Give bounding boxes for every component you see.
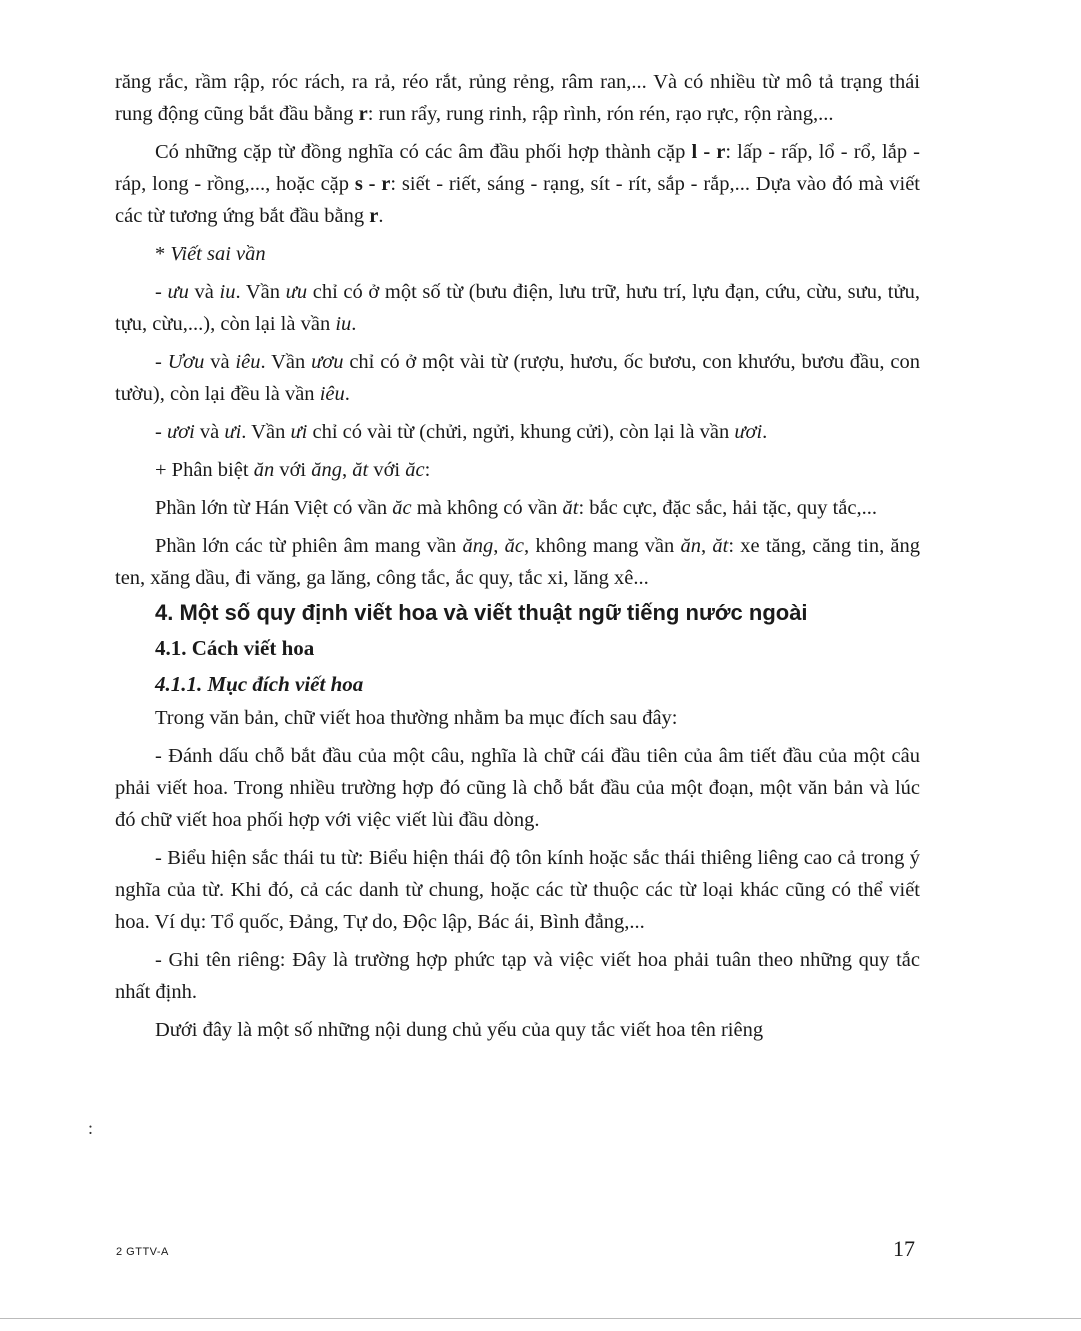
subsection-heading: 4.1. Cách viết hoa xyxy=(155,636,315,660)
text-run: và xyxy=(188,281,220,303)
text-run: ưu xyxy=(285,281,308,303)
text-run: ăn xyxy=(253,459,275,481)
text-run: - Đánh dấu chỗ bắt đầu của một câu, nghĩa là chữ cái đầu tiên của âm tiết đầu của một câu phải viết hoa. Trong nhiều trường hợp đó cũng là chỗ bắt đầu của một đoạn, một văn bản và lúc đó chữ viết hoa phối hợp với việc viết lùi đầu dòng. xyxy=(115,745,920,831)
text-run: ưi xyxy=(290,421,308,443)
text-run: chỉ có vài từ (chửi, ngửi, khung cửi), còn lại là vần xyxy=(307,421,735,443)
paragraph-p1 xyxy=(115,66,920,130)
page-number: 17 xyxy=(893,1236,915,1261)
text-run: ăc xyxy=(504,535,525,557)
text-run: Ươu xyxy=(167,351,205,373)
text-run: : lấp - rấp, lổ - rổ, lắp - ráp, long - rồng,..., hoặc cặp xyxy=(115,141,921,195)
text-run: ăt xyxy=(712,535,729,557)
text-run: mà không có vần xyxy=(411,497,563,519)
text-run: iêu xyxy=(319,383,345,405)
text-run: : bắc cực, đặc sắc, hải tặc, quy tắc,... xyxy=(578,497,877,519)
paragraph-p6 xyxy=(115,416,920,448)
text-run: Phần lớn từ Hán Việt có vần xyxy=(155,497,393,519)
paragraph-p4 xyxy=(115,276,920,340)
paragraph-q1 xyxy=(115,702,920,734)
text-run: iêu xyxy=(235,351,261,373)
text-run: , xyxy=(700,535,713,557)
paragraph-q3 xyxy=(115,842,920,938)
text-run: ưi xyxy=(224,421,242,443)
text-run: Dưới đây là một số những nội dung chủ yếu của quy tắc viết hoa tên riêng xyxy=(155,1019,764,1041)
section-heading: 4. Một số quy định viết hoa và viết thuật ngữ tiếng nước ngoài xyxy=(155,600,808,625)
text-run: với xyxy=(274,459,312,481)
text-run: , xyxy=(341,459,353,481)
text-run: . xyxy=(351,313,357,335)
text-run: . Vần xyxy=(260,351,312,373)
paragraph-p8 xyxy=(115,492,920,524)
text-run: Trong văn bản, chữ viết hoa thường nhằm ba mục đích sau đây: xyxy=(155,707,678,729)
text-run: r xyxy=(358,103,368,125)
text-run: - xyxy=(155,281,168,303)
text-run: chỉ có ở một số từ (bưu điện, lưu trữ, hưu trí, lựu đạn, cứu, cừu, sưu, tửu, tựu, cừu,...), còn lại là vần xyxy=(115,281,920,335)
footer-code: 2 GTTV-A xyxy=(116,1246,169,1258)
text-run: iu xyxy=(335,313,352,335)
text-run: : siết - riết, sáng - rạng, sít - rít, sắp - rắp,... Dựa vào đó mà viết các từ tương ứng bắt đầu bằng xyxy=(115,173,920,227)
page-edge-divider xyxy=(0,1318,1081,1319)
margin-mark: : xyxy=(88,1118,94,1138)
paragraph-group-1 xyxy=(115,66,920,594)
text-run: ươi xyxy=(166,421,195,443)
subsubsection-heading: 4.1.1. Mục đích viết hoa xyxy=(155,672,364,696)
paragraph-q4 xyxy=(115,944,920,1008)
paragraph-p9 xyxy=(115,530,920,594)
text-run: . xyxy=(762,421,768,443)
text-run: và xyxy=(194,421,225,443)
text-run: chỉ có ở một vài từ (rượu, hươu, ốc bươu, con khướu, bươu đầu, con tườu), còn lại đều là vần xyxy=(115,351,920,405)
text-run: : xyxy=(424,459,431,481)
text-run: ăc xyxy=(392,497,412,519)
paragraph-p3 xyxy=(115,238,920,270)
text-run: Phần lớn các từ phiên âm mang vần xyxy=(155,535,463,557)
text-run: ăt xyxy=(562,497,579,519)
text-run: ươu xyxy=(311,351,344,373)
paragraph-q5 xyxy=(115,1014,920,1046)
text-run: iu xyxy=(219,281,236,303)
text-run: , xyxy=(493,535,505,557)
text-run: : run rẩy, rung rinh, rập rình, rón rén, rạo rực, rộn ràng,... xyxy=(367,103,834,125)
text-run: r xyxy=(369,205,379,227)
text-run: ươi xyxy=(734,421,763,443)
paragraph-q2 xyxy=(115,740,920,836)
text-run: l - r xyxy=(691,141,726,163)
paragraph-p5 xyxy=(115,346,920,410)
text-run: + Phân biệt xyxy=(155,459,254,481)
text-run: . Vần xyxy=(235,281,286,303)
text-run: - Biểu hiện sắc thái tu từ: Biểu hiện thái độ tôn kính hoặc sắc thái thiêng liêng cao cả trong ý nghĩa của từ. Khi đó, cả các danh từ chung, hoặc các từ thuộc các từ loại khác cũng có thể viết hoa. Ví dụ: Tổ quốc, Đảng, Tự do, Độc lập, Bác ái, Bình đẳng,... xyxy=(115,847,920,933)
paragraph-group-2 xyxy=(115,702,920,1046)
text-run: . xyxy=(378,205,384,227)
text-run: và xyxy=(204,351,236,373)
text-run: , không mang vần xyxy=(524,535,681,557)
text-run: - xyxy=(155,421,167,443)
text-run: - xyxy=(155,351,168,373)
text-run: * xyxy=(155,243,171,265)
text-run: ăn xyxy=(680,535,701,557)
paragraph-p2 xyxy=(115,136,920,232)
text-run: răng rắc, rầm rập, róc rách, ra rả, réo rắt, rủng rẻng, râm ran,... Và có nhiều từ mô tả trạng thái rung động cũng bắt đầu bằng xyxy=(115,71,920,125)
page-body xyxy=(115,66,920,1046)
text-run: - Ghi tên riêng: Đây là trường hợp phức tạp và việc viết hoa phải tuân theo những quy tắc nhất định. xyxy=(115,949,920,1003)
text-run: Có những cặp từ đồng nghĩa có các âm đầu phối hợp thành cặp xyxy=(155,141,692,163)
text-run: s - r xyxy=(354,173,391,195)
text-run: ưu xyxy=(167,281,189,303)
text-run: Viết sai vần xyxy=(170,243,266,265)
text-run: với xyxy=(368,459,406,481)
text-run: . Vần xyxy=(241,421,291,443)
text-run: ăng xyxy=(311,459,342,481)
text-run: ăt xyxy=(352,459,369,481)
paragraph-p7 xyxy=(115,454,920,486)
text-run: ăc xyxy=(405,459,425,481)
text-run: : xe tăng, căng tin, ăng ten, xăng dầu, đi văng, ga lăng, công tắc, ắc quy, tắc xi, lăng xê... xyxy=(115,535,921,589)
text-run: . xyxy=(344,383,350,405)
text-run: ăng xyxy=(462,535,494,557)
